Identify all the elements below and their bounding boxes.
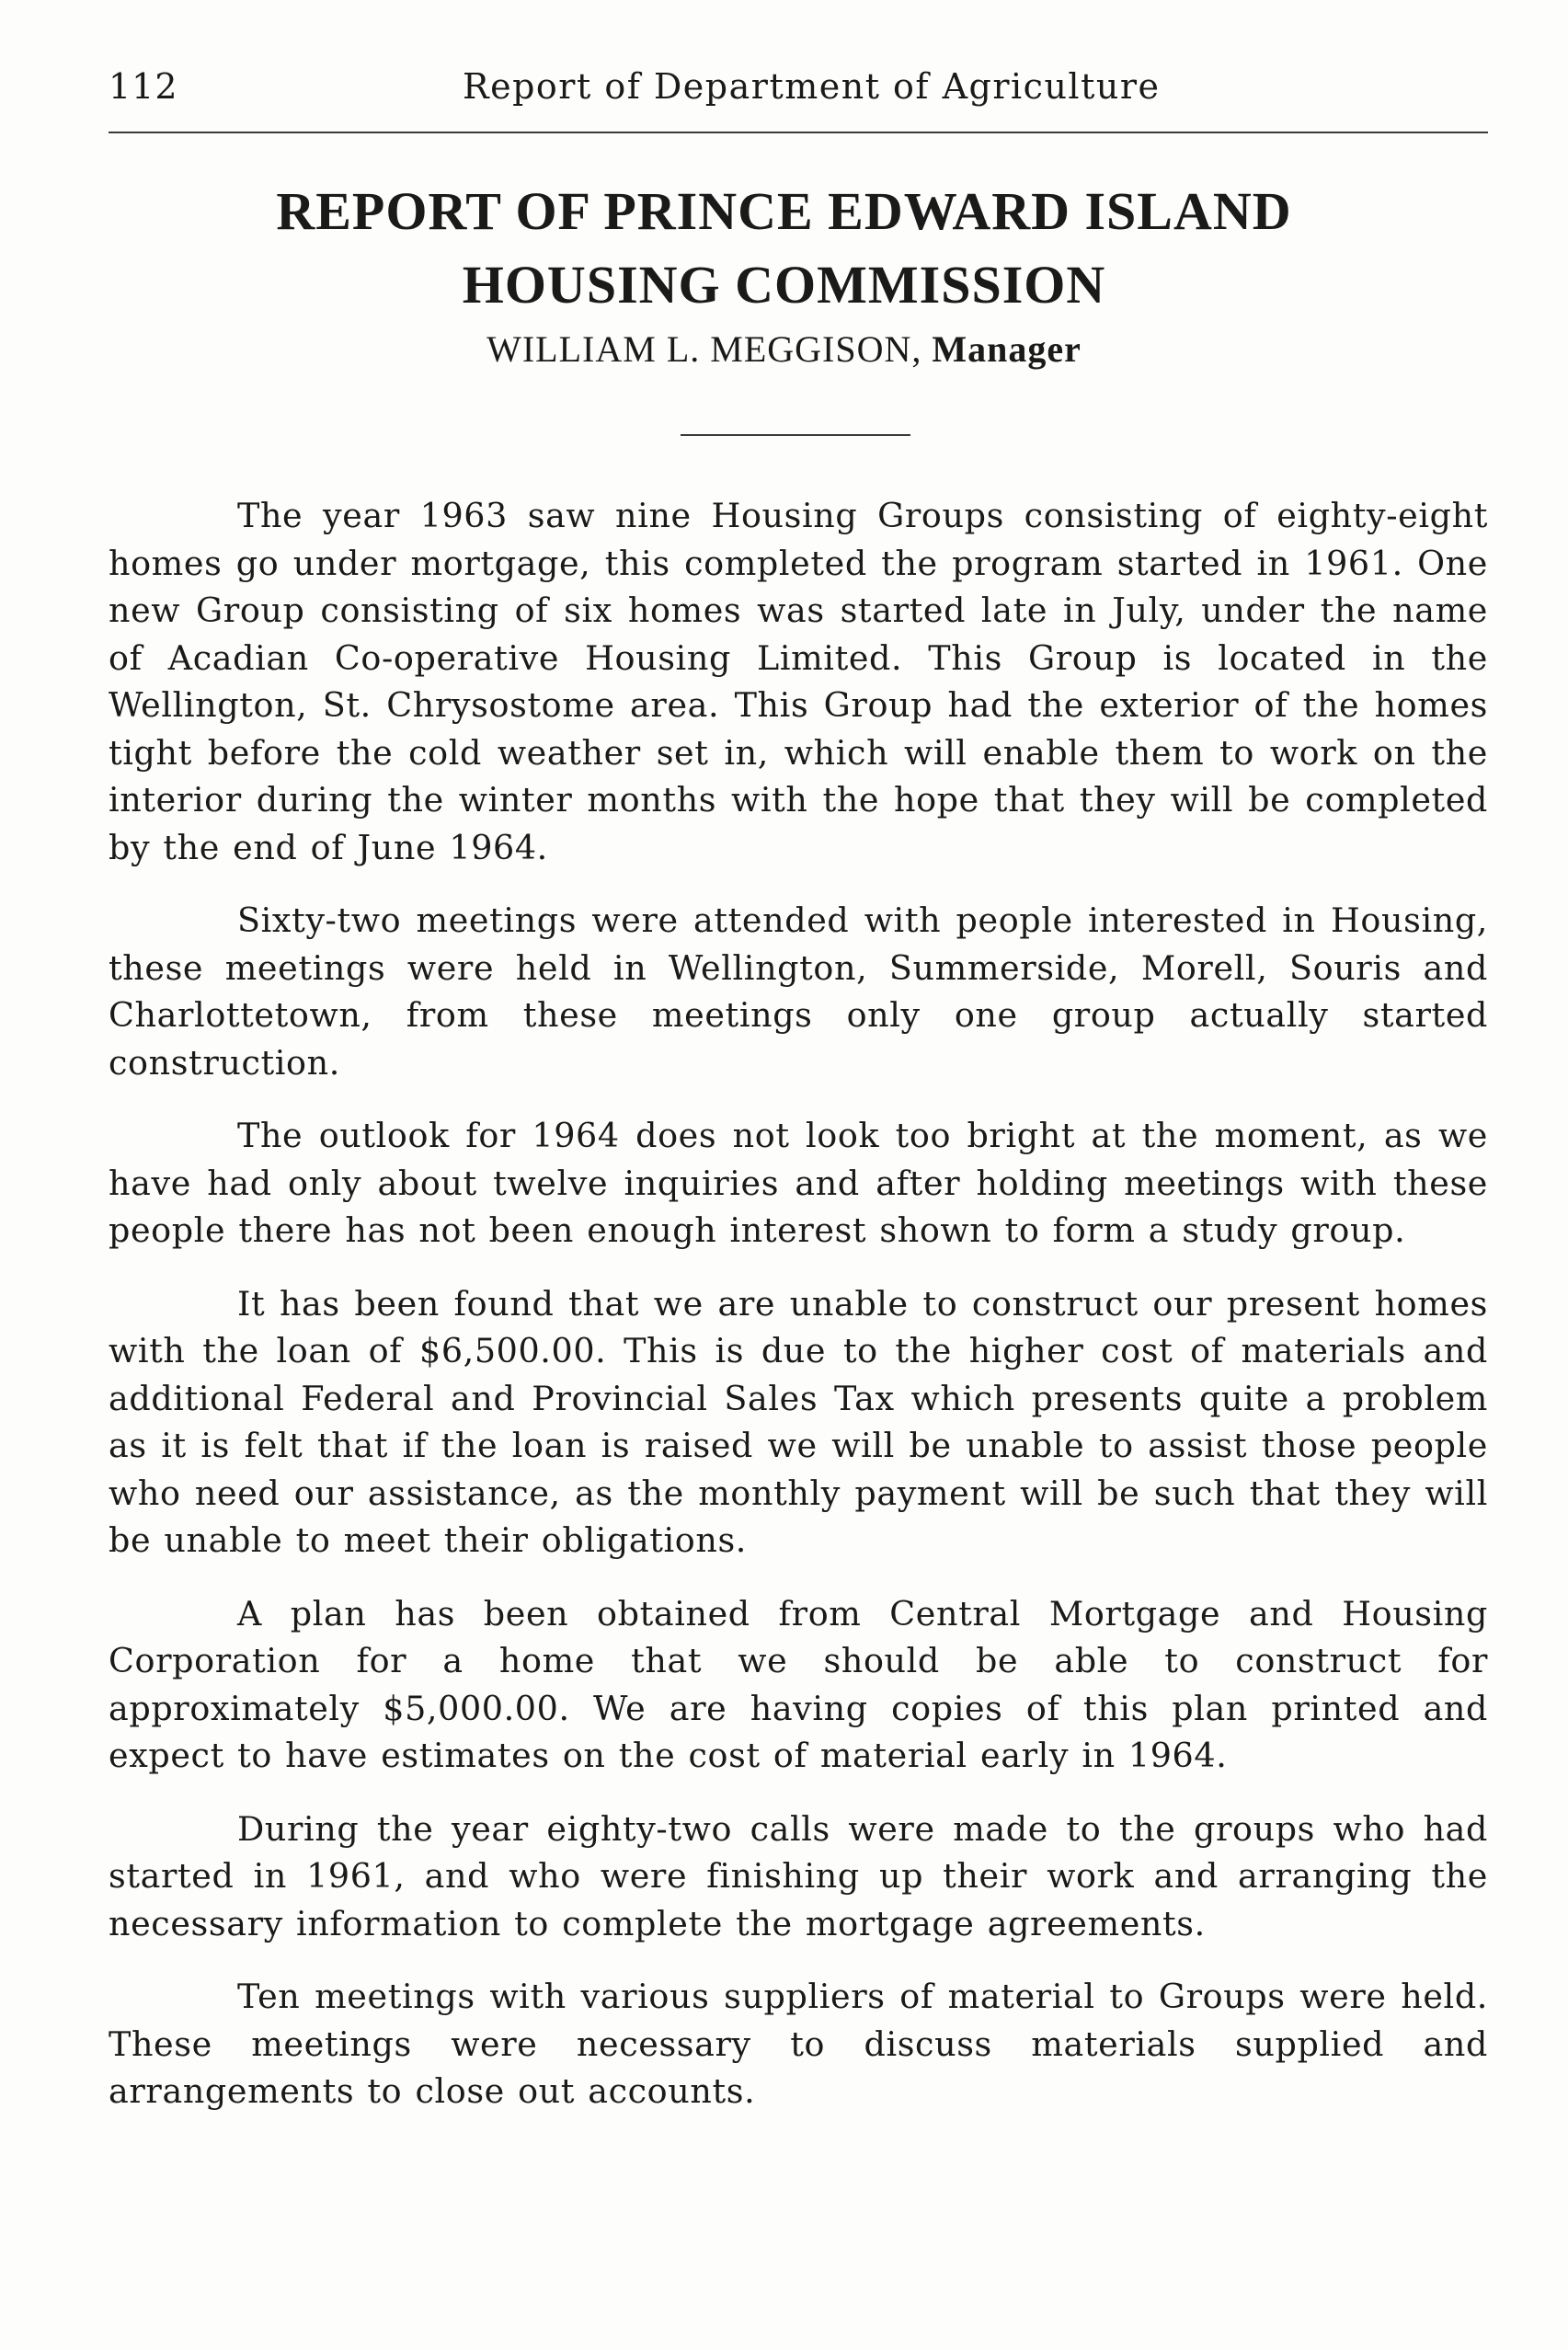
report-title-line-2: HOUSING COMMISSION — [462, 255, 1106, 315]
report-title-line-1: REPORT OF PRINCE EDWARD ISLAND — [276, 181, 1292, 241]
paragraph: The year 1963 saw nine Housing Groups consisting of eighty-eight homes go under mortgage, this completed the program started in 1961. One new Group consisting of six homes was started late in July, under the name of Acadian Co-operative Housing Limited. This Group is located in the Wellington, St. Chrysostome area. This Group had the exterior of the homes tight before the cold weather set in, which will enable them to work on the interior during the winter months with the hope that they will be completed by the end of June 1964. — [109, 496, 1488, 867]
paragraph: It has been found that we are unable to construct our present homes with the loan of $6,500.00. This is due to the higher cost of materials and additional Federal and Provincial Sales Tax which presents quite a problem as it is felt that if the loan is raised we will be unable to assist those people who need our assistance, as the monthly payment will be such that they will be unable to meet their obligations. — [109, 1283, 1488, 1560]
paragraph: The outlook for 1964 does not look too bright at the moment, as we have had only about twelve inquiries and after holding meetings with these people there has not been enough interest shown to form a study group. — [109, 1116, 1488, 1250]
running-header — [109, 66, 1488, 112]
paragraph: A plan has been obtained from Central Mortgage and Housing Corporation for a home that we should be able to construct for approximately $5,000.00. We are having copies of this plan printed and expect to have estimates on the cost of material early in 1964. — [109, 1593, 1488, 1775]
author-byline — [0, 327, 1568, 371]
page-number: 112 — [109, 66, 178, 107]
paragraph: Ten meetings with various suppliers of material to Groups were held. These meetings were necessary to discuss materials supplied and arrangements to close out accounts. — [109, 1977, 1488, 2111]
title-divider — [681, 434, 910, 436]
paragraph: Sixty-two meetings were attended with people interested in Housing, these meetings were held in Wellington, Summerside, Morell, Souris and Charlottetown, from these meetings only one group actually started construction. — [109, 900, 1488, 1083]
author-role: Manager — [932, 328, 1082, 370]
author-name: WILLIAM L. MEGGISON, — [486, 328, 922, 370]
report-body — [109, 492, 1488, 2141]
paragraph: During the year eighty-two calls were made to the groups who had started in 1961, and who were finishing up their work and arranging the necessary information to complete the mortgage agreements. — [109, 1808, 1488, 1943]
running-title: Report of Department of Agriculture — [463, 66, 1161, 107]
header-rule — [109, 132, 1488, 133]
report-title-block — [0, 175, 1568, 371]
